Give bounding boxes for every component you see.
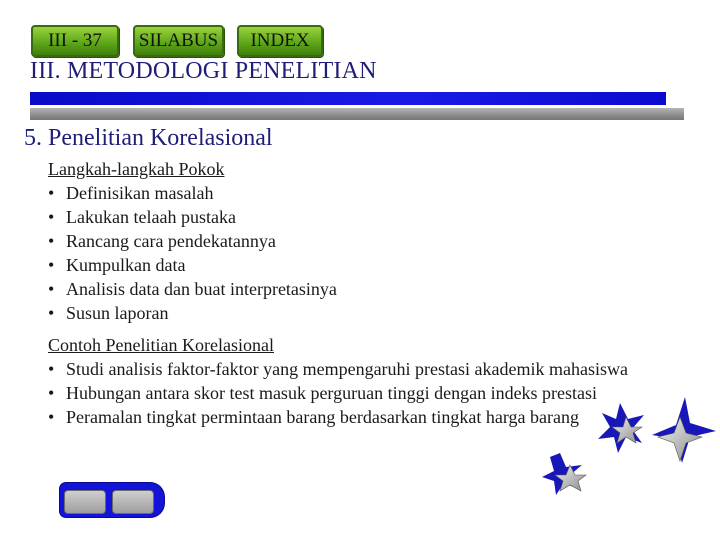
examples-heading: Contoh Penelitian Korelasional: [48, 335, 274, 355]
silabus-label: SILABUS: [138, 30, 219, 51]
previous-slide-button[interactable]: [64, 490, 106, 514]
list-item: [48, 253, 713, 277]
silabus-button[interactable]: [133, 25, 224, 57]
index-label: INDEX: [250, 30, 310, 51]
list-item: [48, 205, 713, 229]
bullet: •: [48, 359, 55, 379]
list-item-text: Peramalan tingkat permintaan barang berdasarkan tingkat harga barang: [66, 407, 579, 427]
list-item: [48, 357, 713, 381]
bullet: •: [48, 255, 55, 275]
bullet: •: [48, 383, 55, 403]
slide-navigation-button[interactable]: [60, 483, 164, 517]
slide-content: [48, 157, 713, 429]
page-number-label: III - 37: [48, 30, 102, 51]
list-item-text: Definisikan masalah: [66, 183, 214, 203]
page-title: III. METODOLOGI PENELITIAN: [30, 58, 377, 84]
list-item: [48, 181, 713, 205]
bullet: •: [48, 183, 55, 203]
title-underline-blue: [30, 92, 666, 105]
list-item-text: Kumpulkan data: [66, 255, 186, 275]
bullet: •: [48, 303, 55, 323]
bullet: •: [48, 279, 55, 299]
bullet: •: [48, 407, 55, 427]
list-item-text: Lakukan telaah pustaka: [66, 207, 236, 227]
steps-heading: Langkah-langkah Pokok: [48, 159, 225, 179]
decorative-stars: [540, 395, 720, 515]
list-item-text: Hubungan antara skor test masuk perguruan tinggi dengan indeks prestasi: [66, 383, 598, 403]
list-item-text: Analisis data dan buat interpretasinya: [66, 279, 337, 299]
title-underline-gray: [30, 108, 684, 120]
list-item-text: Studi analisis faktor-faktor yang mempengaruhi prestasi akademik mahasiswa: [66, 359, 628, 379]
list-item-text: Susun laporan: [66, 303, 169, 323]
steps-list: [48, 181, 713, 325]
star-icon: [598, 403, 644, 453]
section-heading: 5. Penelitian Korelasional: [24, 125, 273, 151]
next-slide-button[interactable]: [112, 490, 154, 514]
star-icon: [542, 453, 586, 495]
bullet: •: [48, 207, 55, 227]
list-item: [48, 301, 713, 325]
bullet: •: [48, 231, 55, 251]
index-button[interactable]: [237, 25, 323, 57]
star-icon: [652, 397, 716, 463]
list-item-text: Rancang cara pendekatannya: [66, 231, 276, 251]
list-item: [48, 277, 713, 301]
list-item: [48, 229, 713, 253]
page-number-button[interactable]: [31, 25, 119, 57]
